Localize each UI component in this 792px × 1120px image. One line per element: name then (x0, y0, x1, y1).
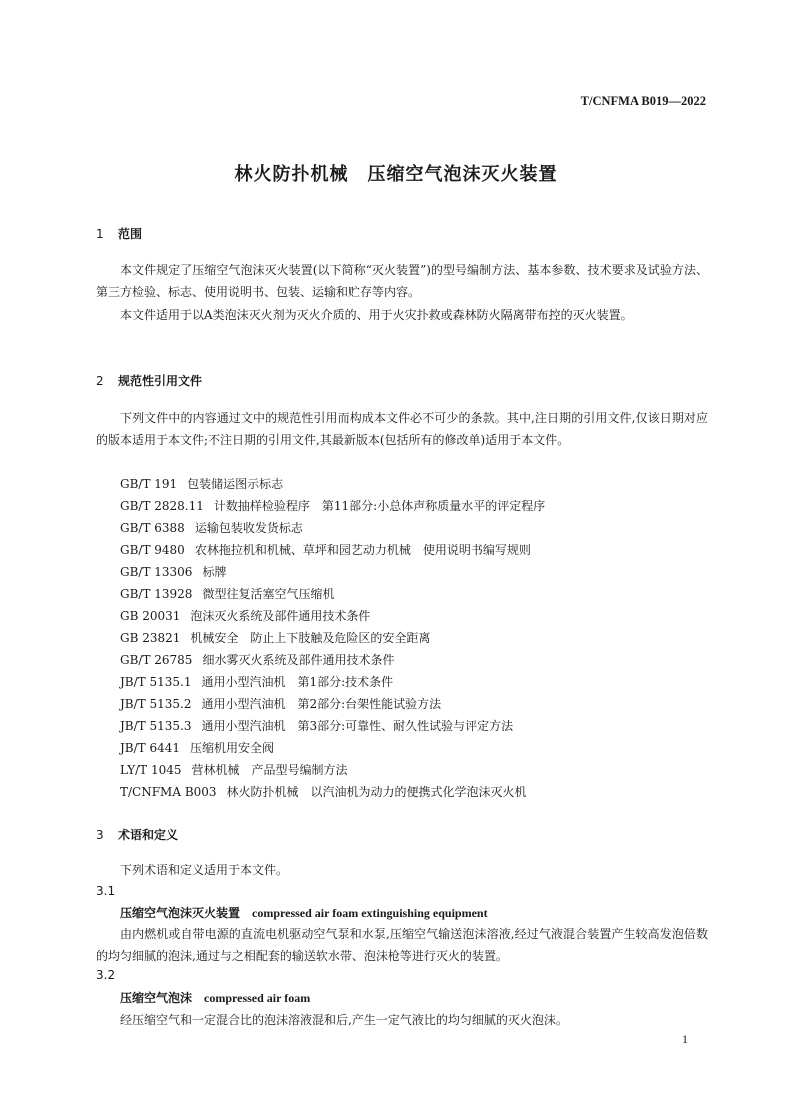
section-3-intro: 下列术语和定义适用于本文件。 (120, 863, 289, 877)
reference-code: JB/T 5135.2 (120, 697, 192, 711)
reference-item (120, 607, 370, 624)
section-title: 规范性引用文件 (118, 374, 203, 388)
reference-title: 机械安全 防止上下肢触及危险区的安全距离 (190, 631, 431, 645)
reference-title: 运输包装收发货标志 (194, 521, 303, 535)
section-number: 2 (96, 374, 104, 388)
reference-item (120, 761, 348, 778)
reference-code: GB 23821 (120, 631, 181, 645)
reference-item (120, 563, 226, 580)
section-1-heading (96, 225, 142, 242)
reference-item (120, 585, 334, 602)
reference-code: GB/T 2828.11 (120, 499, 204, 513)
reference-title: 标牌 (202, 565, 227, 579)
reference-title: 压缩机用安全阀 (190, 741, 275, 755)
section-2-heading (96, 372, 202, 389)
reference-code: GB/T 6388 (120, 521, 185, 535)
document-title: 林火防扑机械 压缩空气泡沫灭火装置 (234, 164, 558, 185)
reference-title: 细水雾灭火系统及部件通用技术条件 (202, 653, 395, 667)
reference-title: 微型往复活塞空气压缩机 (202, 587, 335, 601)
reference-title: 包装储运图示标志 (187, 477, 284, 491)
term-name (120, 989, 310, 1006)
section-number: 1 (96, 227, 104, 241)
reference-code: GB/T 13928 (120, 587, 193, 601)
reference-item (120, 519, 303, 536)
term-en: compressed air foam extinguishing equipment (252, 906, 488, 920)
reference-item (120, 497, 545, 514)
section-3-heading (96, 826, 178, 843)
term-zh: 压缩空气泡沫 (120, 991, 193, 1005)
reference-title: 林火防扑机械 以汽油机为动力的便携式化学泡沫灭火机 (226, 785, 527, 799)
reference-code: GB/T 191 (120, 477, 178, 491)
reference-item (120, 717, 513, 734)
reference-item (120, 695, 441, 712)
term-number: 3.1 (96, 884, 116, 898)
reference-title: 通用小型汽油机 第2部分:台架性能试验方法 (201, 697, 442, 711)
section-2-intro: 下列文件中的内容通过文中的规范性引用而构成本文件必不可少的条款。其中,注日期的引用文件,仅该日期对应的版本适用于本文件;不注日期的引用文件,其最新版本(包括所有的修改单)适用于本文件。 (96, 411, 708, 447)
section-1-paragraph-2: 本文件适用于以A类泡沫灭火剂为灭火介质的、用于火灾扑救或森林防火隔离带布控的灭火装置。 (120, 308, 633, 322)
reference-code: GB/T 26785 (120, 653, 193, 667)
reference-code: JB/T 6441 (120, 741, 181, 755)
reference-item (120, 673, 393, 690)
reference-item (120, 739, 274, 756)
reference-item (120, 629, 430, 646)
term-number: 3.2 (96, 968, 116, 982)
reference-item (120, 475, 283, 492)
standard-code: T/CNFMA B019—2022 (580, 94, 706, 108)
reference-title: 计数抽样检验程序 第11部分:小总体声称质量水平的评定程序 (213, 499, 546, 513)
reference-title: 通用小型汽油机 第3部分:可靠性、耐久性试验与评定方法 (201, 719, 514, 733)
reference-title: 营林机械 产品型号编制方法 (191, 763, 348, 777)
reference-title: 通用小型汽油机 第1部分:技术条件 (201, 675, 394, 689)
term-name (120, 904, 488, 921)
section-1-paragraph-1: 本文件规定了压缩空气泡沫灭火装置(以下简称“灭火装置”)的型号编制方法、基本参数、技术要求及试验方法、第三方检验、标志、使用说明书、包装、运输和贮存等内容。 (96, 263, 708, 299)
reference-code: JB/T 5135.3 (120, 719, 192, 733)
reference-title: 农林拖拉机和机械、草坪和园艺动力机械 使用说明书编写规则 (194, 543, 531, 557)
reference-code: GB 20031 (120, 609, 181, 623)
section-number: 3 (96, 828, 104, 842)
reference-code: LY/T 1045 (120, 763, 182, 777)
reference-code: T/CNFMA B003 (120, 785, 217, 799)
term-definition: 经压缩空气和一定混合比的泡沫溶液混和后,产生一定气液比的均匀细腻的灭火泡沫。 (120, 1013, 568, 1027)
reference-title: 泡沫灭火系统及部件通用技术条件 (190, 609, 371, 623)
reference-item (120, 651, 394, 668)
reference-code: GB/T 13306 (120, 565, 193, 579)
section-title: 术语和定义 (118, 828, 179, 842)
reference-item (120, 541, 531, 558)
reference-code: GB/T 9480 (120, 543, 185, 557)
page-number: 1 (682, 1032, 688, 1046)
term-zh: 压缩空气泡沫灭火装置 (120, 906, 241, 920)
reference-item (120, 783, 527, 800)
section-title: 范围 (118, 227, 143, 241)
term-en: compressed air foam (204, 991, 311, 1005)
term-definition: 由内燃机或自带电源的直流电机驱动空气泵和水泵,压缩空气输送泡沫溶液,经过气液混合装置产生较高发泡倍数的均匀细腻的泡沫,通过与之相配套的输送软水带、泡沫枪等进行灭火的装置。 (96, 927, 708, 963)
reference-code: JB/T 5135.1 (120, 675, 192, 689)
